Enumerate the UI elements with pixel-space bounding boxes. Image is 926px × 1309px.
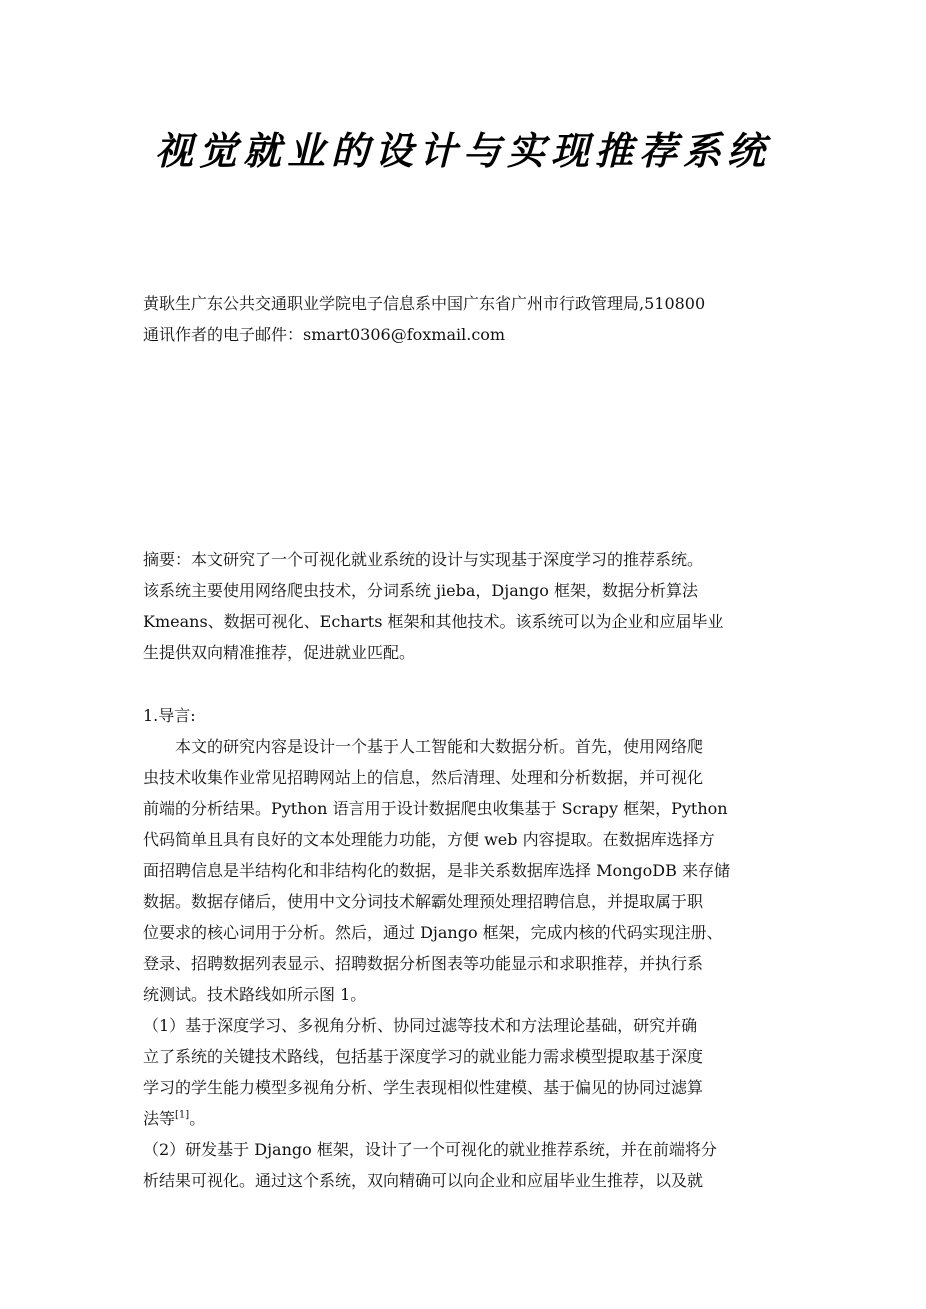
- list-item-line: 学习的学生能力模型多视角分析、学生表现相似性建模、基于偏见的协同过滤算: [143, 1078, 704, 1097]
- list-item-text: 。: [189, 1109, 206, 1128]
- list-item-1: [143, 1010, 788, 1134]
- abstract-line: Kmeans、数据可视化、Echarts 框架和其他技术。该系统可以为企业和应届毕业: [143, 612, 724, 631]
- intro-paragraph: [143, 731, 788, 1010]
- list-item-line: （2）研发基于 Django 框架，设计了一个可视化的就业推荐系统，并在前端将分: [143, 1140, 717, 1159]
- citation-ref[interactable]: [1]: [175, 1109, 190, 1121]
- paragraph-line: 位要求的核心词用于分析。然后，通过 Django 框架，完成内核的代码实现注册、: [143, 923, 723, 942]
- paragraph-line: 本文的研究内容是设计一个基于人工智能和大数据分析。首先，使用网络爬: [175, 737, 704, 756]
- section-heading: 1.导言:: [143, 706, 196, 725]
- abstract-line: 摘要：本文研究了一个可视化就业系统的设计与实现基于深度学习的推荐系统。: [143, 550, 704, 569]
- paragraph-line: 前端的分析结果。Python 语言用于设计数据爬虫收集基于 Scrapy 框架，Python: [143, 799, 728, 818]
- paragraph-line: 数据。数据存储后，使用中文分词技术解霸处理预处理招聘信息，并提取属于职: [143, 892, 704, 911]
- paper-title: 视觉就业的设计与实现推荐系统: [154, 128, 771, 173]
- abstract-line: 生提供双向精准推荐，促进就业匹配。: [143, 643, 416, 662]
- author-affiliation: 黄耿生广东公共交通职业学院电子信息系中国广东省广州市行政管理局,510800: [143, 294, 706, 313]
- list-item-line: 析结果可视化。通过这个系统，双向精确可以向企业和应届毕业生推荐，以及就: [143, 1171, 704, 1190]
- list-item-line: （1）基于深度学习、多视角分析、协同过滤等技术和方法理论基础，研究并确: [143, 1016, 698, 1035]
- list-item-line: [143, 1103, 788, 1134]
- paragraph-line: 面招聘信息是半结构化和非结构化的数据，是非关系数据库选择 MongoDB 来存储: [143, 861, 730, 880]
- paragraph-line: 代码简单且具有良好的文本处理能力功能，方便 web 内容提取。在数据库选择方: [143, 830, 715, 849]
- author-block: [143, 288, 788, 350]
- paragraph-line: 登录、招聘数据列表显示、招聘数据分析图表等功能显示和求职推荐，并执行系: [143, 954, 704, 973]
- paragraph-line: 虫技术收集作业常见招聘网站上的信息，然后清理、处理和分析数据，并可视化: [143, 768, 704, 787]
- paragraph-line: 统测试。技术路线如所示图 1。: [143, 985, 367, 1004]
- author-email: 通讯作者的电子邮件：smart0306@foxmail.com: [143, 325, 506, 344]
- intro-body: [143, 731, 788, 1196]
- list-item-line: 立了系统的关键技术路线，包括基于深度学习的就业能力需求模型提取基于深度: [143, 1047, 704, 1066]
- list-item-2: [143, 1134, 788, 1196]
- abstract-line: 该系统主要使用网络爬虫技术，分词系统 jieba，Django 框架，数据分析算法: [143, 581, 699, 600]
- abstract: [143, 544, 788, 668]
- list-item-text: 法等: [143, 1109, 176, 1128]
